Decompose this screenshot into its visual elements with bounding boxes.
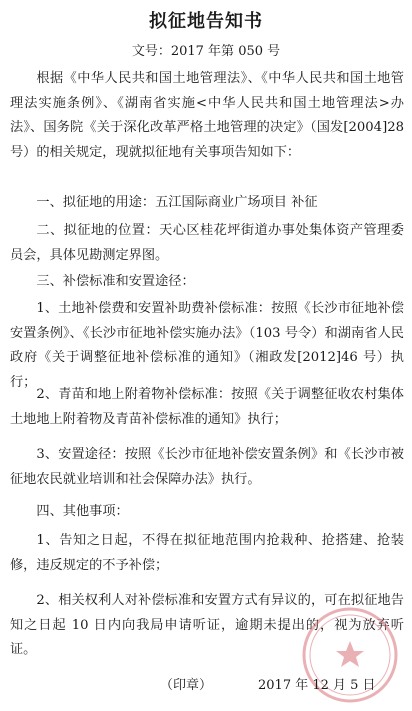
signature-date: 2017 年 12 月 5 日 [258,678,376,693]
item-compensation-2: 2、青苗和地上附着物补偿标准：按照《关于调整征收农村集体土地地上附着物及青苗补偿标准的通知》执行； [10,387,404,427]
seal-note: （印章） [160,678,213,693]
item-other-heading: 四、其他事项： [36,504,129,519]
intro-paragraph: 根据《中华人民共和国土地管理法》、《中华人民共和国土地管理法实施条例》、《湖南省实施<中华人民共和国土地管理法>办法》、国务院《关于深化改革严格土地管理的决定》（国发[2004]28 号）的相关规定，现就拟征地有关事项告知如下： [10,71,404,160]
item-other-1: 1、告知之日起，不得在拟征地范围内抢栽种、抢搭建、抢装修，违反规定的不予补偿； [10,533,404,573]
item-compensation-3: 3、安置途径：按照《长沙市征地补偿安置条例》和《长沙市被征地农民就业培训和社会保障办法》执行。 [10,447,404,487]
document-number: 文号：2017 年第 050 号 [131,44,281,59]
item-purpose: 一、拟征地的用途：五江国际商业广场项目 补征 [36,195,318,210]
item-location: 二、拟征地的位置：天心区桂花坪街道办事处集体资产管理委员会，具体见勘测定界图。 [10,223,404,263]
document-title: 拟征地告知书 [149,11,263,32]
seal-star [336,641,364,667]
item-compensation-1: 1、土地补偿费和安置补助费补偿标准：按照《长沙市征地补偿安置条例》、《长沙市征地补偿实施办法》（103 号令）和湖南省人民政府《关于调整征地补偿标准的通知》（湘政发[2012]46 号）执行； [10,301,404,390]
item-compensation-heading: 三、补偿标准和安置途径： [36,274,195,289]
item-other-2: 2、相关权利人对补偿标准和安置方式有异议的，可在拟征地告知之日起 10 日内向我局申请听证，逾期未提出的，视为放弃听证。 [10,593,404,657]
